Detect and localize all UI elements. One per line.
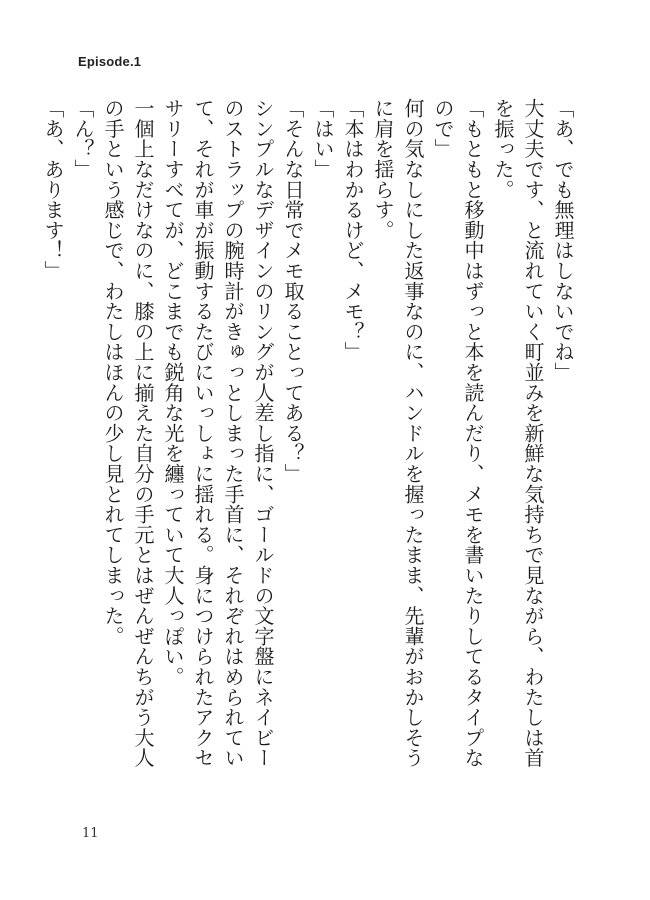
paragraph: 「そんな日常でメモ取ることってある？」	[281, 98, 305, 484]
running-head: Episode.1	[78, 54, 142, 69]
paragraph: 大丈夫です、と流れていく町並みを新鮮な気持ちで見ながら、わたしは首を振った。	[491, 98, 545, 768]
paragraph: 「あ、あります！」	[41, 98, 65, 281]
paragraph: 「もともと移動中はずっと本を読んだり、メモを書いたりしてるタイプなので」	[431, 98, 485, 768]
paragraph: 「ん？」	[71, 98, 95, 180]
paragraph: 「あ、でも無理はしないでね」	[551, 98, 575, 383]
paragraph: 「本はわかるけど、メモ？」	[341, 98, 365, 362]
page-number: 11	[82, 826, 99, 841]
paragraph: 「はい」	[311, 98, 335, 180]
paragraph: シンプルなデザインのリングが人差し指に、ゴールドの文字盤にネイビーのストラップの腕時計がきゅっとしまった手首に、それぞれはめられていて、それが車が振動するたびにいっしょに揺れる。身につけられたアクセサリーすべてが、どこまでも鋭角な光を纏っていて大人っぽい。	[161, 98, 275, 768]
paragraph: 一個上なだけなのに、膝の上に揃えた自分の手元とはぜんぜんちがう大人の手という感じで、わたしはほんの少し見とれてしまった。	[101, 98, 155, 768]
vertical-text-body	[41, 98, 578, 788]
paragraph: 何の気なしにした返事なのに、ハンドルを握ったまま、先輩がおかしそうに肩を揺らす。	[371, 98, 425, 768]
